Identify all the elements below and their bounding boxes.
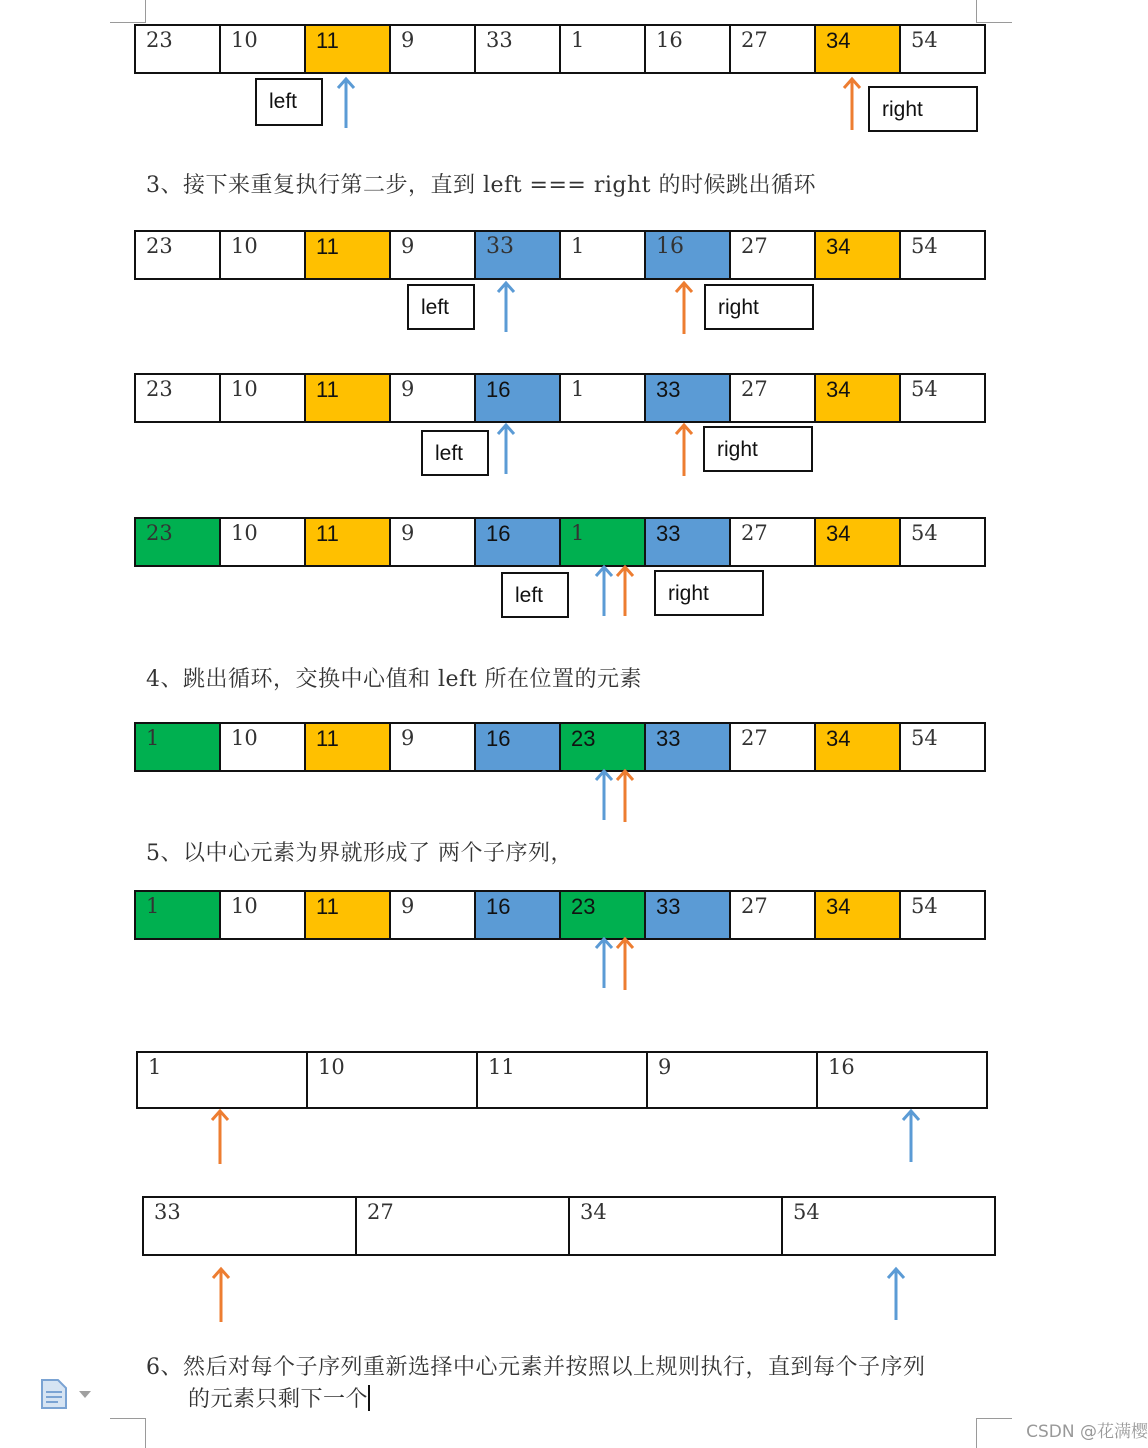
orange-arrow-icon (210, 1108, 230, 1166)
array-cell: 16 (474, 722, 561, 772)
left-pointer-label: left (421, 430, 489, 476)
right-pointer-label: right (868, 86, 978, 132)
right-pointer-label: right (654, 570, 764, 616)
orange-arrow-icon (842, 76, 862, 132)
step-4-text: 4、跳出循环，交换中心值和 left 所在位置的元素 (146, 667, 643, 692)
array-row-2 (134, 230, 986, 280)
array-cell: 11 (304, 890, 391, 940)
array-cell: 23 (559, 722, 646, 772)
crop-mark (145, 1418, 146, 1448)
watermark: CSDN @花满樱 (1026, 1422, 1148, 1442)
crop-mark (976, 22, 1012, 23)
array-row-5 (134, 722, 986, 772)
array-cell: 33 (644, 517, 731, 567)
array-cell: 23 (134, 230, 221, 280)
array-cell: 54 (899, 230, 986, 280)
left-subsequence (136, 1051, 988, 1109)
array-cell: 10 (219, 230, 306, 280)
array-cell: 10 (219, 890, 306, 940)
crop-mark (976, 0, 977, 23)
blue-arrow-icon (336, 76, 356, 130)
array-cell: 27 (729, 517, 816, 567)
left-pointer-label: left (501, 572, 569, 618)
array-cell: 10 (219, 24, 306, 74)
array-row-1 (134, 24, 986, 74)
orange-arrow-icon (615, 768, 635, 824)
left-pointer-label: left (255, 78, 323, 126)
orange-arrow-icon (615, 936, 635, 992)
array-cell: 9 (389, 230, 476, 280)
blue-arrow-icon (496, 280, 516, 334)
array-cell: 10 (306, 1051, 478, 1109)
array-cell: 9 (389, 890, 476, 940)
array-cell: 9 (389, 24, 476, 74)
array-cell: 34 (814, 890, 901, 940)
orange-arrow-icon (615, 564, 635, 618)
array-cell: 54 (899, 890, 986, 940)
crop-mark (145, 0, 146, 23)
array-cell: 23 (134, 24, 221, 74)
array-cell: 27 (729, 24, 816, 74)
array-cell: 16 (816, 1051, 988, 1109)
crop-mark (110, 22, 146, 23)
array-cell: 23 (559, 890, 646, 940)
crop-mark (976, 1418, 977, 1448)
array-cell: 34 (814, 722, 901, 772)
array-cell: 16 (644, 24, 731, 74)
array-cell: 16 (474, 890, 561, 940)
paste-options-button[interactable] (40, 1378, 96, 1412)
array-row-6 (134, 890, 986, 940)
array-cell: 33 (474, 24, 561, 74)
array-cell: 1 (559, 230, 646, 280)
chevron-down-icon (78, 1390, 92, 1400)
array-cell: 10 (219, 517, 306, 567)
step-3-text: 3、接下来重复执行第二步，直到 left === right 的时候跳出循环 (146, 173, 816, 198)
step-5-text: 5、以中心元素为界就形成了 两个子序列， (146, 841, 573, 866)
array-cell: 34 (814, 24, 901, 74)
orange-arrow-icon (211, 1266, 231, 1324)
array-cell: 27 (729, 890, 816, 940)
array-cell: 11 (304, 722, 391, 772)
array-cell: 1 (136, 1051, 308, 1109)
array-cell: 33 (474, 230, 561, 280)
array-cell: 23 (134, 373, 221, 423)
array-cell: 16 (644, 230, 731, 280)
array-cell: 1 (134, 890, 221, 940)
array-cell: 54 (781, 1196, 996, 1256)
array-cell: 11 (304, 230, 391, 280)
array-cell: 9 (646, 1051, 818, 1109)
array-cell: 1 (559, 517, 646, 567)
array-cell: 54 (899, 373, 986, 423)
crop-mark (110, 1418, 146, 1419)
array-cell: 27 (729, 373, 816, 423)
text-cursor (368, 1385, 370, 1411)
array-cell: 1 (134, 722, 221, 772)
crop-mark (976, 1418, 1012, 1419)
orange-arrow-icon (674, 422, 694, 478)
array-cell: 33 (644, 373, 731, 423)
blue-arrow-icon (594, 564, 614, 618)
array-cell: 9 (389, 722, 476, 772)
array-cell: 33 (644, 890, 731, 940)
blue-arrow-icon (496, 422, 516, 476)
step-6-text: 6、然后对每个子序列重新选择中心元素并按照以上规则执行，直到每个子序列 (146, 1355, 926, 1380)
right-subsequence (142, 1196, 996, 1256)
array-cell: 1 (559, 373, 646, 423)
array-cell: 11 (304, 24, 391, 74)
blue-arrow-icon (594, 936, 614, 990)
right-pointer-label: right (703, 426, 813, 472)
array-cell: 9 (389, 517, 476, 567)
array-cell: 16 (474, 373, 561, 423)
right-pointer-label: right (704, 284, 814, 330)
array-cell: 1 (559, 24, 646, 74)
array-cell: 33 (644, 722, 731, 772)
array-cell: 10 (219, 373, 306, 423)
document-icon (40, 1378, 68, 1410)
array-cell: 16 (474, 517, 561, 567)
array-cell: 34 (814, 517, 901, 567)
array-row-4 (134, 517, 986, 567)
array-cell: 11 (476, 1051, 648, 1109)
orange-arrow-icon (674, 280, 694, 336)
blue-arrow-icon (901, 1108, 921, 1164)
step-6-text-content: 的元素只剩下一个 (188, 1387, 369, 1412)
left-pointer-label: left (407, 284, 475, 330)
array-cell: 9 (389, 373, 476, 423)
array-cell: 54 (899, 24, 986, 74)
array-cell: 34 (568, 1196, 783, 1256)
blue-arrow-icon (886, 1266, 906, 1322)
array-cell: 34 (814, 373, 901, 423)
array-cell: 34 (814, 230, 901, 280)
array-cell: 10 (219, 722, 306, 772)
array-cell: 27 (729, 722, 816, 772)
array-cell: 23 (134, 517, 221, 567)
array-cell: 54 (899, 517, 986, 567)
step-6-text-line-2 (188, 1382, 370, 1413)
array-cell: 27 (355, 1196, 570, 1256)
array-cell: 33 (142, 1196, 357, 1256)
array-cell: 27 (729, 230, 816, 280)
array-cell: 11 (304, 373, 391, 423)
array-row-3 (134, 373, 986, 423)
blue-arrow-icon (594, 768, 614, 822)
array-cell: 11 (304, 517, 391, 567)
array-cell: 54 (899, 722, 986, 772)
